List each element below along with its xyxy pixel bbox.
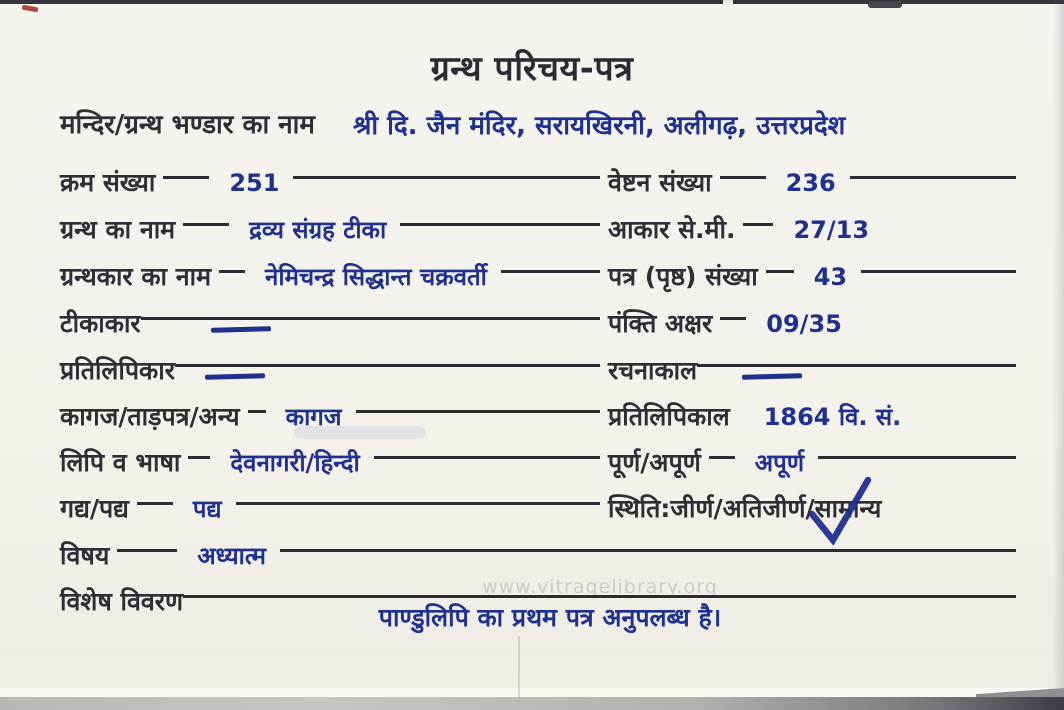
blank-mark <box>205 373 265 379</box>
leaf-count-field <box>608 259 1016 303</box>
manuscript-name-value: द्रव्य संग्रह टीका <box>249 216 387 244</box>
commentator-label: टीकाकार <box>60 309 141 338</box>
prose-verse-value: पद्य <box>192 495 222 523</box>
condition-label: स्थिति:जीर्ण/अतिजीर्ण/ <box>608 494 815 523</box>
rule-line <box>374 456 600 489</box>
scan-red-mark <box>22 5 39 13</box>
bundle-number-value: 236 <box>785 169 836 197</box>
rule-line <box>743 223 773 226</box>
rule-line <box>766 270 794 273</box>
lines-letters-field <box>608 306 1016 350</box>
script-language-label: लिपि व भाषा <box>60 448 181 477</box>
subject-field <box>60 538 1016 582</box>
manuscript-name-field <box>60 212 600 256</box>
copy-date-label: प्रतिलिपिकाल <box>608 402 730 431</box>
rule-line <box>236 502 600 535</box>
rule-line <box>915 410 1016 440</box>
subject-label: विषय <box>60 541 110 570</box>
rule-line <box>183 223 229 226</box>
temple-name-field <box>60 107 1050 151</box>
size-cm-label: आकार से.मी. <box>608 215 736 244</box>
rule-line <box>861 270 1016 303</box>
scribe-field <box>60 353 600 397</box>
prose-verse-label: गद्य/पद्य <box>60 494 129 523</box>
prose-verse-field <box>60 491 600 535</box>
scan-top-edge <box>0 0 1064 4</box>
completeness-label: पूर्ण/अपूर्ण <box>608 448 701 477</box>
rule-line <box>501 270 600 303</box>
rule-line <box>137 502 173 505</box>
temple-name-value: श्री दि. जैन मंदिर, सरायखिरनी, अलीगढ़, उत्तरप्रदेश <box>352 111 846 141</box>
form-title: ग्रन्थ परिचय-पत्र <box>430 49 634 89</box>
scan-right-shade <box>1052 0 1064 710</box>
rule-line <box>720 176 766 179</box>
rule-line <box>856 317 1016 347</box>
special-details-value: पाण्डुलिपि का प्रथम पत्र अनुपलब्ध है। <box>378 603 722 632</box>
author-name-field <box>60 259 600 303</box>
rule-line <box>881 502 1016 532</box>
scan-bottom-edge <box>0 697 1064 710</box>
author-name-label: ग्रन्थकार का नाम <box>60 262 212 291</box>
blank-mark <box>742 373 802 379</box>
serial-number-label: क्रम संख्या <box>60 168 156 197</box>
rule-line <box>280 549 1016 582</box>
blank-mark <box>211 326 271 332</box>
lines-letters-label: पंक्ति अक्षर <box>608 309 713 338</box>
condition-field <box>608 491 1016 535</box>
rule-line <box>293 176 600 209</box>
material-value: कागज <box>285 403 342 431</box>
scan-bottom-white-strip <box>0 688 1064 697</box>
watermark: www.vitragelibrary.org <box>482 576 718 598</box>
rule-line <box>163 176 209 179</box>
temple-name-label: मन्दिर/ग्रन्थ भण्डार का नाम <box>60 110 315 140</box>
copy-date-field <box>608 399 1016 443</box>
serial-number-value: 251 <box>229 169 280 197</box>
composition-date-label: रचनाकाल <box>608 356 698 385</box>
scan-top-edge-blob <box>868 1 902 8</box>
size-cm-field <box>608 212 1016 256</box>
size-cm-value: 27/13 <box>793 216 870 244</box>
rule-line <box>883 223 1016 253</box>
rule-line <box>188 456 210 459</box>
commentator-field <box>60 306 600 350</box>
script-language-field <box>60 445 600 489</box>
condition-checked-option <box>815 493 882 524</box>
rule-line <box>219 270 245 273</box>
lines-letters-value: 09/35 <box>766 310 842 338</box>
material-field <box>60 399 600 443</box>
rule-line <box>175 364 600 397</box>
rule-line <box>850 176 1016 209</box>
special-details-label: विशेष विवरण <box>60 587 184 616</box>
rule-line <box>720 317 746 320</box>
serial-number-field <box>60 165 600 209</box>
rule-line <box>141 317 600 350</box>
copy-date-value: 1864 वि. सं. <box>763 403 902 431</box>
rule-line <box>356 410 600 443</box>
condition-option-text: सामान्य <box>814 494 882 523</box>
rule-line <box>117 549 177 552</box>
subject-value: अध्यात्म <box>197 542 266 570</box>
rule-line <box>400 223 600 256</box>
author-name-value: नेमिचन्द्र सिद्धान्त चक्रवर्ती <box>265 263 487 291</box>
completeness-value: अपूर्ण <box>754 449 805 477</box>
leaf-count-value: 43 <box>813 263 848 291</box>
material-label: कागज/ताड़पत्र/अन्य <box>60 402 240 431</box>
scan-vertical-streak <box>518 636 520 698</box>
scribe-label: प्रतिलिपिकार <box>60 356 175 385</box>
rule-line <box>697 364 1016 397</box>
bundle-number-label: वेष्टन संख्या <box>608 168 712 197</box>
leaf-count-label: पत्र (पृष्ठ) संख्या <box>608 262 758 291</box>
rule-line <box>248 410 266 413</box>
composition-date-field <box>608 353 1016 397</box>
manuscript-name-label: ग्रन्थ का नाम <box>60 215 176 244</box>
rule-line <box>709 456 735 459</box>
scan-top-edge-notch <box>723 0 733 4</box>
script-language-value: देवनागरी/हिन्दी <box>230 449 360 477</box>
bundle-number-field <box>608 165 1016 209</box>
